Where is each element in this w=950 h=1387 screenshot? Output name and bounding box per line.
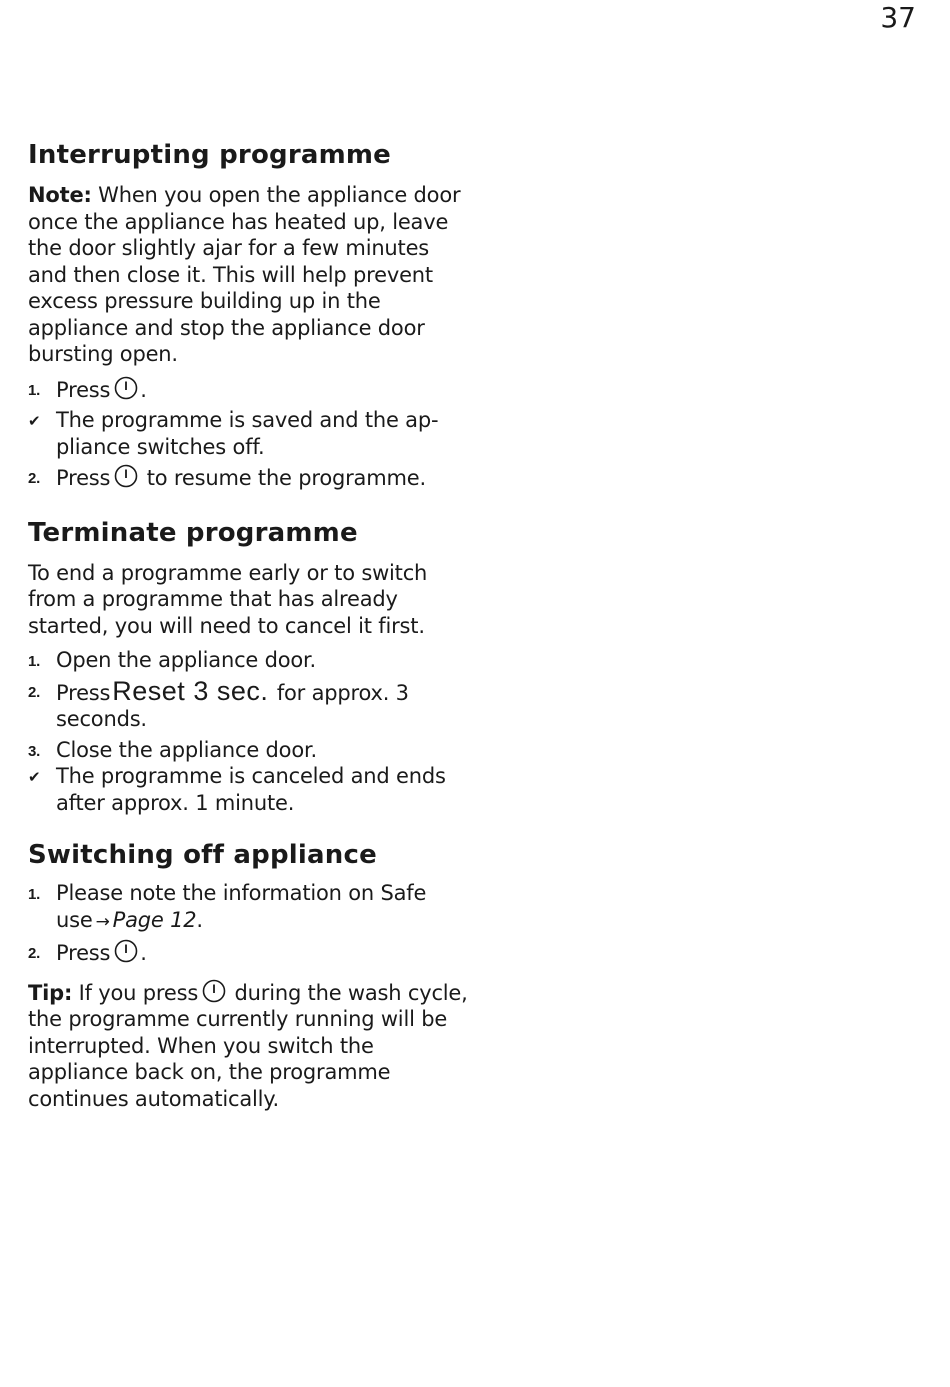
- heading-interrupting-programme: Interrupting programme: [28, 140, 392, 170]
- interrupt-step-2: [28, 464, 468, 492]
- step-text: Close the appliance door.: [56, 737, 317, 762]
- interrupt-result: [28, 407, 468, 460]
- step-text: Press: [56, 680, 111, 705]
- step-number: 2.: [28, 945, 41, 962]
- power-button-icon: [202, 979, 226, 1003]
- step-text-end: .: [140, 941, 147, 965]
- step-text-end: .: [140, 377, 147, 402]
- terminate-step-3: [28, 737, 468, 764]
- switch-step-2: [28, 939, 468, 967]
- power-button-icon: [114, 939, 138, 963]
- check-icon: ✔: [28, 768, 41, 786]
- step-number: 3.: [28, 742, 41, 760]
- heading-switching-off-appliance: Switching off appliance: [28, 840, 377, 870]
- step-number: 1.: [28, 886, 41, 903]
- step-text: Press: [56, 941, 111, 965]
- terminate-step-2: [28, 675, 468, 733]
- terminate-intro: To end a programme early or to switch from a programme that has already started, you will need to cancel it first.: [28, 560, 428, 638]
- page-reference-link[interactable]: Page 12: [112, 907, 197, 932]
- interrupt-step-1: [28, 376, 468, 404]
- tip-label: Tip:: [28, 980, 73, 1005]
- note-text: When you open the appliance door once the appliance has heated up, leave the door slightly ajar for a few minutes and then close it. This will help prevent excess pressure building up in the appliance and stop the appliance door bursting open.: [28, 183, 461, 366]
- terminate-step-1: [28, 647, 468, 674]
- terminate-result: [28, 763, 468, 816]
- tip-text: If you press: [72, 980, 199, 1005]
- step-number: 2.: [28, 683, 41, 701]
- arrow-right-icon: →: [95, 911, 110, 932]
- power-button-icon: [114, 376, 138, 400]
- note-label: Note:: [28, 183, 92, 207]
- step-text: Please note the information on Safe use: [56, 881, 427, 932]
- note-paragraph: [28, 182, 468, 368]
- step-text-end: .: [196, 907, 203, 932]
- step-text-end: for approx. 3 seconds.: [56, 680, 409, 731]
- result-text: The programme is canceled and ends after approx. 1 minute.: [56, 764, 446, 815]
- tip-text-end: during the wash cycle, the programme currently running will be interrupted. When you switch the appliance back on, the programme continues automatically.: [28, 980, 468, 1111]
- heading-terminate-programme: Terminate programme: [28, 517, 358, 548]
- step-text: Press: [56, 466, 111, 490]
- step-number: 1.: [28, 653, 41, 670]
- check-icon: ✔: [28, 412, 41, 430]
- power-button-icon: [114, 464, 138, 488]
- step-number: 2.: [28, 470, 41, 487]
- tip-paragraph: [28, 979, 468, 1113]
- page-number: 37: [880, 1, 916, 34]
- step-number: 1.: [28, 381, 41, 399]
- step-text-end: to resume the programme.: [140, 466, 426, 490]
- step-text: Open the appliance door.: [56, 648, 317, 672]
- content-column: [28, 136, 468, 1120]
- result-text: The programme is saved and the ap-pliance switches off.: [56, 408, 439, 459]
- step-text: Press: [56, 377, 111, 402]
- reset-button-label: Reset 3 sec.: [112, 675, 269, 706]
- switch-step-1: [28, 880, 468, 935]
